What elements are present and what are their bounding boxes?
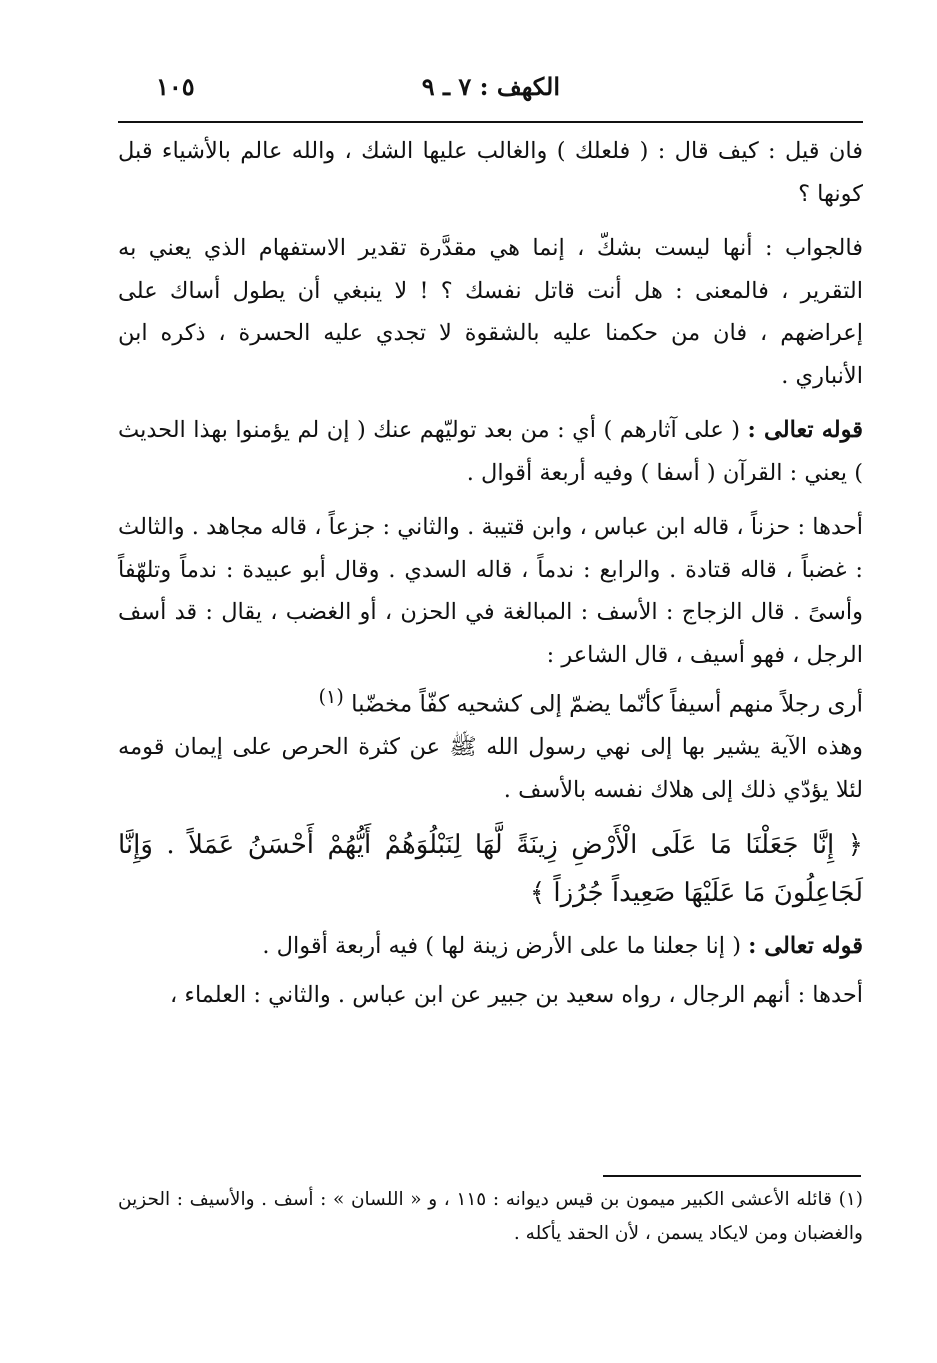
paragraph-text: ( إنا جعلنا ما على الأرض زينة لها ) فيه أربعة أقوال . (262, 933, 749, 960)
paragraph: فالجواب : أنها ليست بشكّ ، إنما هي مقدَّرة تقدير الاستفهام الذي يعني به التقرير ، فالمعنى : هل أنت قاتل نفسك ؟ ! لا ينبغي أن يطول أساك على إعراضهم ، فان من حكمنا عليه بالشقوة لا تجدي عليه الحسرة ، ذكره ابن الأنباري . (118, 235, 863, 389)
paragraph: أحدها : أنهم الرجال ، رواه سعيد بن جبير عن ابن عباس . والثاني : العلماء ، (169, 981, 863, 1008)
chapter-title: الكهف : ٧ ـ ٩ (421, 72, 560, 101)
footnote-marker: (١) (318, 685, 344, 708)
verse-label: قوله تعالى : (747, 417, 863, 443)
footnotes (118, 1183, 863, 1251)
paragraph: فان قيل : كيف قال : ( فلعلك ) والغالب عليها الشك ، والله عالم بالأشياء قبل كونها ؟ (118, 138, 863, 207)
paragraph: أحدها : حزناً ، قاله ابن عباس ، وابن قتيبة . والثاني : جزعاً ، قاله مجاهد . والثالث : غضباً ، قاله قتادة . والرابع : ندماً ، قاله السدي . وقال أبو عبيدة : ندماً وتلهّفاً وأسىً . قال الزجاج : الأسف : المبالغة في الحزن ، أو الغضب ، يقال : قد أسف الرجل ، فهو أسيف ، قال الشاعر : (118, 514, 863, 668)
header-divider (118, 121, 863, 123)
main-text (118, 130, 863, 1016)
quran-verse: ﴿ إِنَّا جَعَلْنَا مَا عَلَى الْأَرْضِ زِينَةً لَّهَا لِنَبْلُوَهُمْ أَيُّهُمْ أَحْسَنُ عَمَلاً . وَإِنَّا لَجَاعِلُونَ مَا عَلَيْهَا صَعِيداً جُرُزاً ﴾ (118, 830, 863, 909)
poetry-verse (118, 676, 863, 726)
running-header (118, 70, 860, 110)
verse-text: أرى رجلاً منهم أسيفاً كأنّما يضمّ إلى كشحيه كفّاً مخضّبا (351, 691, 863, 718)
footnote: (١) قائله الأعشى الكبير ميمون بن قيس ديوانه : ١١٥ ، و « اللسان » : أسف . والأسيف : الحزين والغضبان ومن لايكاد يسمن ، لأن الحقد يأكله . (118, 1189, 863, 1244)
page-number: ١٠٥ (156, 72, 195, 101)
paragraph (118, 925, 863, 968)
paragraph: وهذه الآية يشير بها إلى نهي رسول الله ﷺ عن كثرة الحرص على إيمان قومه لئلا يؤدّي ذلك إلى هلاك نفسه بالأسف . (118, 734, 863, 803)
paragraph-text: ( على آثارهم ) أي : من بعد توليّهم عنك ( إن لم يؤمنوا بهذا الحديث ) يعني : القرآن ( أسفا ) وفيه أربعة أقوال . (118, 417, 863, 486)
verse-label: قوله تعالى : (748, 933, 863, 960)
footnote-divider (603, 1175, 861, 1177)
paragraph (118, 409, 863, 494)
